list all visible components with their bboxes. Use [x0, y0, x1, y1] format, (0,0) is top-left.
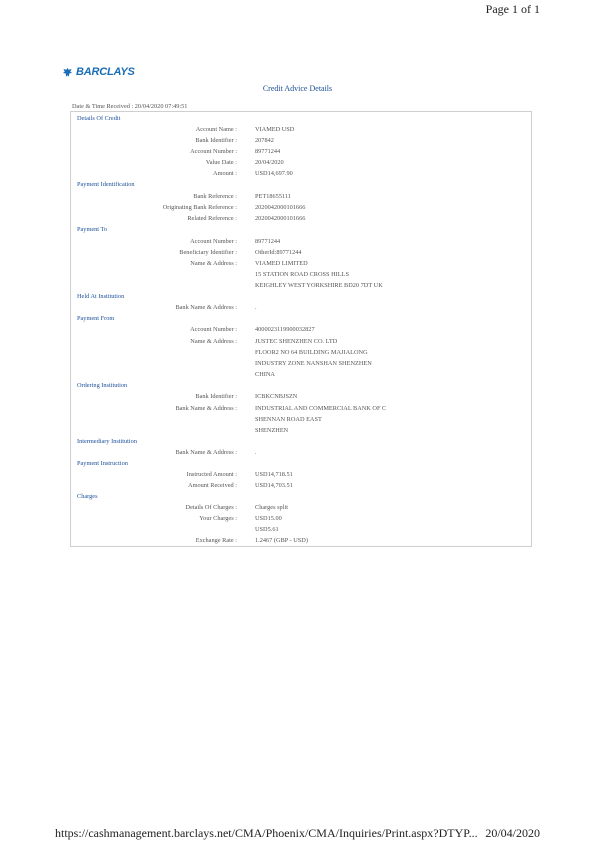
- account-name-label: Account Name :: [195, 126, 237, 133]
- your-charges-line: USD5.61: [255, 526, 279, 533]
- value-date-label: Value Date :: [205, 159, 237, 166]
- bank-identifier-label: Bank Identifier :: [195, 137, 237, 144]
- instructed-amount-label: Instructed Amount :: [186, 471, 237, 478]
- value-date-value: 20/04/2020: [255, 159, 284, 166]
- section-held-at-institution: Held At Institution: [77, 293, 125, 300]
- section-details-of-credit: Details Of Credit: [77, 115, 121, 122]
- account-number-value: 89771244: [255, 148, 281, 155]
- amount-received-value: USD14,703.51: [255, 482, 293, 489]
- payer-name-address-label: Name & Address :: [190, 338, 237, 345]
- intermediary-bank-name-address-value: .: [255, 449, 257, 456]
- section-charges: Charges: [77, 493, 98, 500]
- barclays-logo: [62, 66, 135, 78]
- payer-address-line: JUSTEC SHENZHEN CO. LTD: [255, 338, 338, 345]
- section-ordering-institution: Ordering Institution: [77, 382, 128, 389]
- payee-address-line: 15 STATION ROAD CROSS HILLS: [255, 271, 349, 278]
- payer-account-number-value: 4000023119900032827: [255, 326, 315, 333]
- amount-received-label: Amount Received :: [188, 482, 237, 489]
- ordering-bank-address-line: INDUSTRIAL AND COMMERCIAL BANK OF C: [255, 405, 387, 412]
- originating-bank-reference-value: 2020042000101666: [255, 204, 306, 211]
- section-intermediary-institution: Intermediary Institution: [77, 438, 137, 445]
- ordering-bank-name-address-label: Bank Name & Address :: [175, 405, 237, 412]
- payer-address-line: FLOOR2 NO 64 BUILDING MAJIALONG: [255, 349, 368, 356]
- held-bank-name-address-value: .: [255, 304, 257, 311]
- related-reference-label: Related Reference :: [187, 215, 237, 222]
- originating-bank-reference-label: Originating Bank Reference :: [162, 204, 237, 211]
- section-payment-from: Payment From: [77, 315, 115, 322]
- amount-label: Amount :: [213, 170, 237, 177]
- bank-reference-label: Bank Reference :: [193, 193, 237, 200]
- page-indicator: Page 1 of 1: [485, 2, 540, 16]
- your-charges-line: USD15.00: [255, 515, 282, 522]
- ordering-bank-identifier-value: ICBKCNBJSZN: [255, 393, 298, 400]
- payer-address-line: CHINA: [255, 371, 275, 378]
- logo-text: BARCLAYS: [76, 66, 135, 78]
- held-bank-name-address-label: Bank Name & Address :: [175, 304, 237, 311]
- payee-name-address-label: Name & Address :: [190, 260, 237, 267]
- ordering-bank-identifier-label: Bank Identifier :: [195, 393, 237, 400]
- bank-identifier-value: 207842: [255, 137, 274, 144]
- section-payment-identification: Payment Identification: [77, 181, 135, 188]
- account-name-value: VIAMED USD: [255, 126, 295, 133]
- beneficiary-identifier-value: OtherId:89771244: [255, 249, 302, 256]
- ordering-bank-address-line: SHENNAN ROAD EAST: [255, 416, 322, 423]
- payee-account-number-value: 89771244: [255, 238, 281, 245]
- footer-url: https://cashmanagement.barclays.net/CMA/Phoenix/CMA/Inquiries/Print.aspx?DTYP...: [55, 826, 478, 840]
- section-payment-instruction: Payment Instruction: [77, 460, 128, 467]
- section-payment-to: Payment To: [77, 226, 108, 233]
- payee-address-line: KEIGHLEY WEST YORKSHIRE BD20 7DT UK: [255, 282, 383, 289]
- exchange-rate-value: 1.2467 (GBP - USD): [255, 537, 308, 544]
- payee-account-number-label: Account Number :: [190, 238, 237, 245]
- exchange-rate-label: Exchange Rate :: [195, 537, 237, 544]
- footer-date: 20/04/2020: [485, 826, 540, 840]
- your-charges-label: Your Charges :: [199, 515, 237, 522]
- details-of-charges-value: Charges split: [255, 504, 288, 511]
- credit-advice-panel: [70, 111, 532, 547]
- intermediary-bank-name-address-label: Bank Name & Address :: [175, 449, 237, 456]
- account-number-label: Account Number :: [190, 148, 237, 155]
- bank-reference-value: PET18655111: [255, 193, 291, 200]
- ordering-bank-address-line: SHENZHEN: [255, 427, 289, 434]
- amount-value: USD14,697.90: [255, 170, 293, 177]
- instructed-amount-value: USD14,718.51: [255, 471, 293, 478]
- eagle-icon: [62, 67, 73, 78]
- document-title: Credit Advice Details: [262, 84, 333, 93]
- related-reference-value: 2020042000101666: [255, 215, 306, 222]
- payer-address-line: INDUSTRY ZONE NANSHAN SHENZHEN: [255, 360, 372, 367]
- payer-account-number-label: Account Number :: [190, 326, 237, 333]
- received-timestamp: Date & Time Received : 20/04/2020 07:49:51: [72, 103, 188, 110]
- payee-address-line: VIAMED LIMITED: [255, 260, 308, 267]
- details-of-charges-label: Details Of Charges :: [185, 504, 237, 511]
- beneficiary-identifier-label: Beneficiary Identifier :: [179, 249, 237, 256]
